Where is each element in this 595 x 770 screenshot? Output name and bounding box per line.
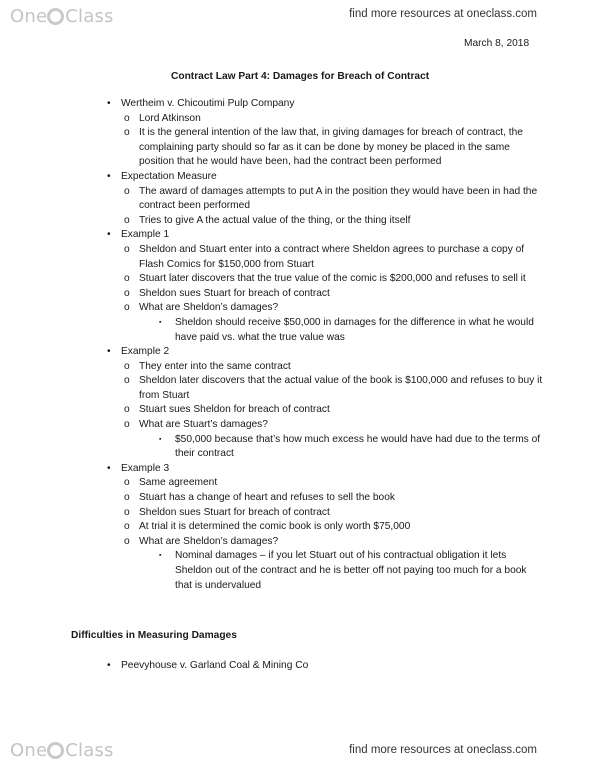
- outline-item-level-1: [0, 170, 595, 185]
- bullet-icon: o: [124, 492, 130, 504]
- section-list: [0, 659, 595, 674]
- bullet-icon: •: [107, 346, 111, 358]
- bullet-icon: ▪: [159, 552, 162, 560]
- outline-item-text: Example 2: [121, 346, 170, 358]
- outline-item-text: Stuart later discovers that the true value of the comic is $200,000 and refuses to sell it: [139, 273, 526, 285]
- document-title: Contract Law Part 4: Damages for Breach of Contract: [171, 71, 430, 82]
- outline-item-level-1: [0, 345, 595, 360]
- bullet-icon: •: [107, 462, 111, 474]
- outline-item-text: What are Stuart’s damages?: [139, 419, 268, 431]
- footer-resource-link[interactable]: find more resources at oneclass.com: [349, 744, 537, 756]
- bullet-icon: o: [124, 302, 130, 314]
- outline-item-level-2: [0, 535, 544, 550]
- bullet-icon: o: [124, 243, 130, 255]
- outline-item-text: Sheldon and Stuart enter into a contract where Sheldon agrees to purchase a copy of Flash Comics for $150,000 from Stuart: [139, 243, 525, 270]
- bullet-icon: o: [124, 521, 130, 533]
- bullet-icon: o: [124, 273, 130, 285]
- bullet-icon: o: [124, 419, 130, 431]
- outline-item-level-2: [0, 491, 544, 506]
- logo-word-right: Class: [65, 740, 114, 761]
- bullet-icon: o: [124, 477, 130, 489]
- notes-outline: [0, 97, 595, 593]
- outline-item-text: Sheldon later discovers that the actual value of the book is $100,000 and refuses to buy it from Stuart: [139, 375, 543, 401]
- outline-item-text: It is the general intention of the law that, in giving damages for breach of contract, the complaining party should so far as it can be done by money be placed in the same position that he would have been, had the contract been performed: [139, 127, 523, 168]
- outline-item-text: Stuart sues Sheldon for breach of contract: [139, 404, 330, 416]
- logo-word-left: One: [10, 6, 48, 27]
- outline-item-level-2: [0, 520, 544, 535]
- bullet-icon: o: [124, 535, 130, 547]
- outline-item-text: Tries to give A the actual value of the thing, or the thing itself: [139, 214, 411, 226]
- bullet-icon: o: [124, 360, 130, 372]
- outline-item-level-2: [0, 287, 544, 302]
- header-resource-link[interactable]: find more resources at oneclass.com: [349, 8, 537, 20]
- outline-item-text: Nominal damages – if you let Stuart out of his contractual obligation it lets Sheldon out of the contract and he is better off not paying too much for a book that is undervalued: [175, 550, 527, 591]
- oneclass-logo-footer[interactable]: [10, 740, 114, 761]
- outline-item-text: Expectation Measure: [121, 170, 217, 182]
- bullet-icon: o: [124, 214, 130, 226]
- section-heading: Difficulties in Measuring Damages: [71, 630, 237, 641]
- outline-item-level-2: [0, 506, 544, 521]
- bullet-icon: o: [124, 127, 130, 139]
- outline-item-text: $50,000 because that’s how much excess he would have had due to the terms of their contract: [175, 433, 541, 460]
- outline-item-text: The award of damages attempts to put A in the position they would have been in had the contract been performed: [139, 185, 538, 212]
- outline-item-text: Wertheim v. Chicoutimi Pulp Company: [121, 98, 295, 109]
- outline-item-text: Peevyhouse v. Garland Coal & Mining Co: [121, 660, 309, 671]
- outline-item-level-2: [0, 418, 544, 433]
- outline-item-level-2: [0, 126, 544, 170]
- bullet-icon: o: [124, 287, 130, 299]
- bullet-icon: •: [107, 170, 111, 182]
- outline-item-text: Sheldon sues Stuart for breach of contract: [139, 506, 330, 518]
- bullet-icon: •: [107, 660, 111, 671]
- outline-item-level-2: [0, 185, 544, 214]
- logo-ring-icon: [47, 8, 64, 25]
- outline-item-level-2: [0, 403, 544, 418]
- outline-item-text: Same agreement: [139, 477, 218, 489]
- outline-item-level-2: [0, 243, 544, 272]
- outline-item-text: Stuart has a change of heart and refuses to sell the book: [139, 492, 395, 504]
- outline-item-level-2: [0, 272, 544, 287]
- outline-item-level-2: [0, 112, 544, 127]
- outline-item-level-2: [0, 214, 544, 229]
- outline-item-text: What are Sheldon’s damages?: [139, 535, 279, 547]
- outline-item-level-3: [0, 549, 545, 593]
- bullet-icon: •: [107, 98, 111, 109]
- bullet-icon: ▪: [159, 318, 162, 326]
- outline-item-text: Lord Atkinson: [139, 112, 201, 124]
- outline-item-level-3: [0, 316, 545, 345]
- bullet-icon: o: [124, 506, 130, 518]
- outline-item-text: Sheldon should receive $50,000 in damages for the difference in what he would have paid vs. what the true value was: [175, 316, 534, 343]
- bullet-icon: o: [124, 375, 130, 387]
- bullet-icon: o: [124, 185, 130, 197]
- outline-item-text: Example 3: [121, 462, 170, 474]
- outline-item-text: They enter into the same contract: [139, 360, 291, 372]
- outline-item-level-2: [0, 374, 544, 403]
- oneclass-logo[interactable]: [10, 6, 114, 27]
- outline-item-level-2: [0, 301, 544, 316]
- logo-word-left: One: [10, 740, 48, 761]
- outline-item-text: What are Sheldon’s damages?: [139, 302, 279, 314]
- logo-word-right: Class: [65, 6, 114, 27]
- outline-item-level-3: [0, 433, 545, 462]
- outline-item-text: Sheldon sues Stuart for breach of contract: [139, 287, 330, 299]
- outline-item-text: At trial it is determined the comic book is only worth $75,000: [139, 521, 411, 533]
- logo-ring-icon: [47, 742, 64, 759]
- bullet-icon: ▪: [159, 435, 162, 443]
- outline-item-text: Example 1: [121, 229, 170, 241]
- outline-item-level-1: [0, 228, 595, 243]
- outline-item-level-2: [0, 360, 544, 375]
- bullet-icon: •: [107, 229, 111, 241]
- outline-item-level-1: [0, 462, 595, 477]
- bullet-icon: o: [124, 112, 130, 124]
- bullet-icon: o: [124, 404, 130, 416]
- outline-item-level-2: [0, 476, 544, 491]
- outline-item-level-1: [0, 97, 595, 112]
- document-date: March 8, 2018: [464, 38, 530, 49]
- outline-item-level-1: [0, 659, 595, 674]
